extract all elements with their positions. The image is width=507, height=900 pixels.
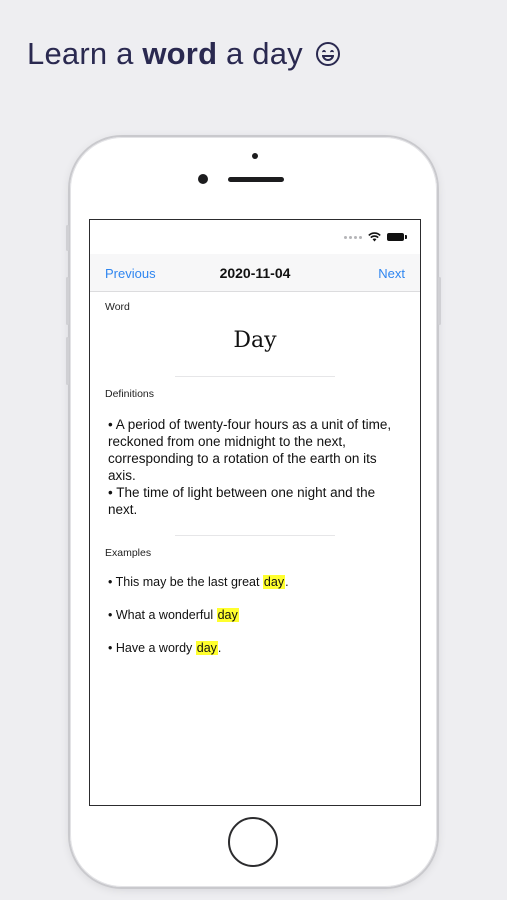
signal-dots-icon [344, 236, 362, 239]
word-label: Word [105, 301, 130, 313]
mute-switch [66, 225, 69, 251]
app-screen [89, 219, 421, 806]
front-camera-icon [198, 174, 208, 184]
earpiece-speaker [228, 177, 284, 182]
definition-item: • A period of twenty-four hours as a unit of time, reckoned from one midnight to the next, corresponding to a rotation of the earth on its axis. [108, 417, 392, 483]
example-item [108, 606, 289, 639]
highlighted-word: day [217, 608, 238, 622]
highlighted-word: day [196, 641, 217, 655]
example-text: • What a wonderful [108, 608, 217, 622]
volume-up-button [66, 277, 69, 325]
example-item [108, 639, 289, 672]
examples-label: Examples [105, 547, 152, 559]
highlighted-word: day [263, 575, 285, 589]
volume-down-button [66, 337, 69, 385]
definition-item: • The time of light between one night and the next. [108, 485, 376, 517]
example-punct: . [217, 641, 222, 655]
grinning-face-icon [316, 42, 340, 66]
home-button[interactable] [228, 817, 278, 867]
definitions-label: Definitions [105, 388, 155, 400]
battery-icon [387, 233, 404, 241]
date-title: 2020-11-04 [219, 265, 291, 281]
example-text: • Have a wordy [108, 641, 196, 655]
divider [175, 535, 335, 536]
wifi-icon [368, 232, 381, 242]
example-item [108, 573, 289, 606]
headline-post: a day [217, 36, 303, 71]
word-of-the-day: Day [233, 328, 277, 353]
headline [27, 36, 340, 72]
definitions-list [108, 416, 404, 518]
headline-bold: word [142, 36, 218, 71]
phone-frame [70, 137, 437, 887]
power-button [438, 277, 441, 325]
example-punct: . [285, 575, 289, 589]
headline-pre: Learn a [27, 36, 143, 71]
example-text: • This may be the last great [108, 575, 263, 589]
status-bar [344, 232, 404, 242]
divider [175, 376, 335, 377]
examples-list [108, 573, 289, 672]
navigation-bar [90, 254, 420, 292]
next-button[interactable]: Next [378, 266, 405, 281]
previous-button[interactable]: Previous [105, 266, 156, 281]
proximity-sensor [252, 153, 258, 159]
